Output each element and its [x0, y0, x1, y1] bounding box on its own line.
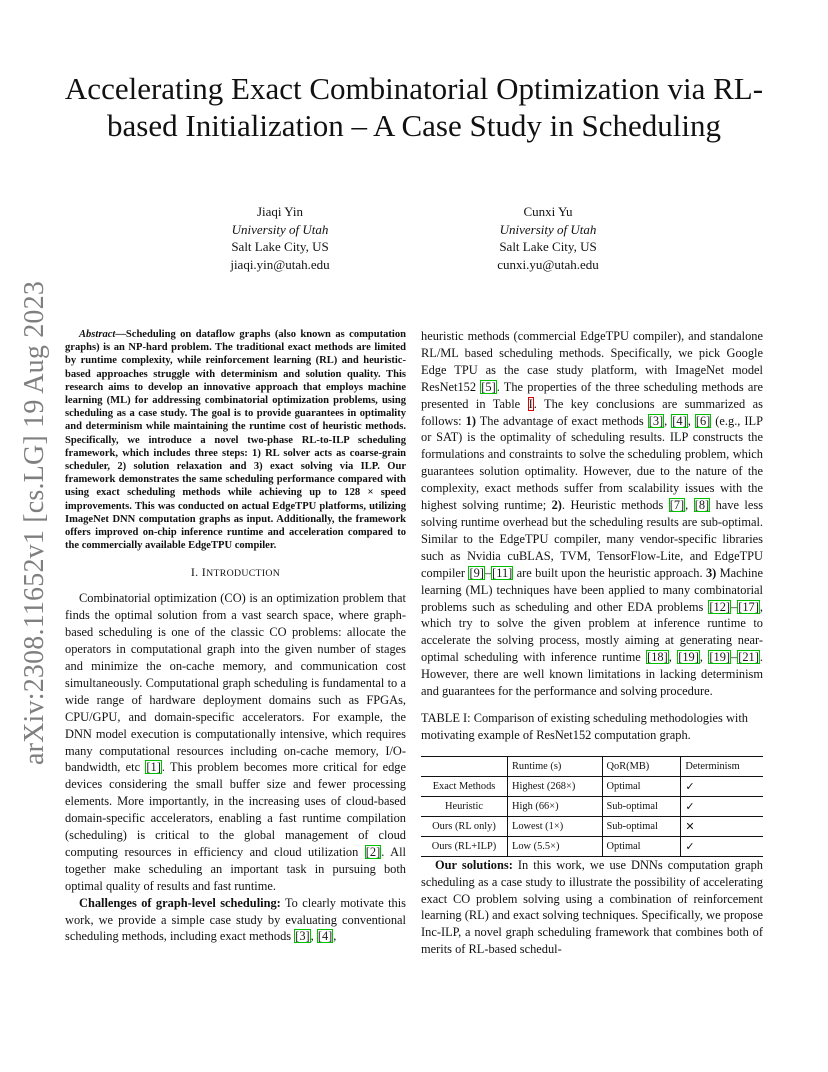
check-icon: ✓ — [681, 796, 763, 816]
citation-link[interactable]: [17] — [738, 599, 759, 614]
table-header-row — [421, 756, 763, 776]
table-row — [421, 836, 763, 856]
author-email[interactable]: jiaqi.yin@utah.edu — [230, 256, 330, 272]
table-cell: Sub-optimal — [602, 816, 681, 836]
citation-link[interactable]: [12] — [709, 599, 731, 614]
citation-link[interactable]: [3] — [295, 929, 310, 944]
text-span: . The key conclusions are summarized as follows: — [421, 396, 763, 428]
citation-link[interactable]: [9] — [469, 565, 484, 580]
text-span: have less solving runtime overhead but the scheduling results are sub-optimal. Similar to the EdgeTPU compiler, many vendor-specific libraries such as Nvidia cuBLAS, TVM, TensorFlow-Lite, and EdgeTPU compiler — [421, 498, 764, 580]
table-row — [421, 776, 763, 796]
right-paragraph-1 — [421, 328, 763, 700]
list-number: 2) — [551, 498, 562, 513]
text-span: – — [731, 599, 738, 614]
text-span: – — [731, 650, 738, 665]
text-span: . However, there are well known limitations in lacking determinism and guarantees for the performance and solving procedure. — [421, 650, 763, 699]
citation-link[interactable]: [5] — [481, 379, 496, 394]
text-span: , — [664, 413, 672, 428]
author-location: Salt Lake City, US — [499, 239, 597, 254]
text-span: – — [484, 565, 492, 580]
citation-link[interactable]: [6] — [695, 413, 711, 428]
table-caption: TABLE I: Comparison of existing scheduling methodologies with motivating example of ResNet152 computation graph. — [421, 710, 748, 742]
paragraph-heading: Our solutions: — [435, 857, 513, 872]
text-span: , — [685, 498, 694, 513]
comparison-table — [421, 756, 763, 857]
paragraph-heading: Challenges of graph-level scheduling: — [79, 895, 281, 910]
abstract-label: Abstract — [79, 329, 116, 340]
table-cell: Highest (268×) — [508, 776, 603, 796]
text-span: (e.g., ILP or SAT) is the optimality of scheduling results. ILP constructs the formulations and constraints to solve the scheduling problem, which guarantees solution optimality. However, due to the nature of the complexity, exact methods suffer from scalability issues with the highest solving runtime; — [421, 413, 763, 513]
citation-link[interactable]: [8] — [694, 498, 710, 513]
left-column — [65, 328, 406, 945]
list-number: 3) — [705, 565, 717, 580]
citation-link[interactable]: [3] — [648, 413, 664, 428]
author-block-1 — [196, 203, 364, 273]
arxiv-identifier[interactable]: arXiv:2308.11652v1 [cs.LG] 19 Aug 2023 — [19, 280, 50, 766]
check-icon: ✓ — [681, 836, 763, 856]
table-cell: Exact Methods — [421, 776, 508, 796]
section-number: I. — [190, 565, 199, 580]
table-header-cell — [421, 756, 508, 776]
table-header-cell: Runtime (s) — [508, 756, 603, 776]
table-cell: Low (5.5×) — [508, 836, 603, 856]
text-span: , which try to solve the given problem at inference runtime to accelerate the solving process, mostly aiming at generating near-optimal scheduling with inference runtime — [421, 599, 763, 665]
paper-title: Accelerating Exact Combinatorial Optimization via RL-based Initialization – A Case Study in Scheduling — [64, 71, 764, 143]
list-number: 1) — [465, 413, 476, 428]
table-cell: Sub-optimal — [602, 796, 681, 816]
table-cell: High (66×) — [508, 796, 603, 816]
arxiv-sidebar — [19, 280, 50, 766]
table-link[interactable]: I — [528, 396, 533, 411]
text-span: To clearly motivate this work, we provide a simple case study by evaluating conventional scheduling methods, including exact methods — [65, 895, 406, 944]
text-span: heuristic methods (commercial EdgeTPU compiler), and standalone RL/ML based scheduling methods. Specifically, we pick Google Edge TPU as the case study platform, with ImageNet model ResNet152 — [421, 329, 763, 394]
section-title-rest: NTRODUCTION — [206, 568, 281, 580]
author-location: Salt Lake City, US — [231, 239, 329, 254]
citation-link[interactable]: [2] — [365, 844, 381, 859]
abstract-text: —Scheduling on dataflow graphs (also known as computation graphs) is an NP-hard problem. The traditional exact methods are limited by runtime complexity, while reinforcement learning (RL) and heuristic-based approaches struggle with determinism and solution quality. This research aims to develop an innovative approach that employs machine learning (ML) for addressing combinatorial optimization problems, using scheduling as a case study. The goal is to provide guarantees in optimality and determinism while maintaining the runtime cost of heuristic methods. Specifically, we introduce a novel two-phase RL-to-ILP scheduling framework, which includes three steps: 1) RL solver acts as coarse-grain scheduler, 2) solution relaxation and 3) exact solving via ILP. Our framework demonstrates the same scheduling performance compared with using exact scheduling methods while achieving up to 128 × speed improvements. This was conducted on actual EdgeTPU platforms, utilizing ImageNet DNN computation graphs as input. Additionally, the framework offers improved on-chip inference runtime and acceleration compared to the commercially available EdgeTPU compiler. — [65, 329, 406, 552]
citation-link[interactable]: [21] — [738, 650, 759, 665]
table-row — [421, 796, 763, 816]
abstract — [65, 328, 406, 552]
check-icon: ✓ — [681, 776, 763, 796]
text-span: Machine learning (ML) techniques have been applied to many combinatorial problems such as scheduling and other EDA problems — [421, 565, 764, 614]
author-name: Jiaqi Yin — [256, 204, 304, 219]
text-span: , — [310, 929, 317, 944]
text-span: . Heuristic methods — [561, 498, 669, 513]
citation-link[interactable]: [4] — [317, 929, 333, 944]
citation-link[interactable]: [19] — [678, 650, 699, 665]
text-span: In this work, we use DNNs computation graph scheduling as a case study to illustrate the possibility of accelerating exact CO problem solving using a combination of reinforcement learning (RL) and exact solving techniques. Specifically, we propose Inc-ILP, a novel graph scheduling framework that combines both of merits of RL-based schedul- — [421, 857, 764, 957]
text-span: The advantage of exact methods — [475, 413, 648, 428]
text-span: , — [699, 650, 709, 665]
table-header-cell: Determinism — [681, 756, 763, 776]
table-header-cell: QoR(MB) — [602, 756, 681, 776]
intro-paragraph-1 — [65, 590, 406, 894]
text-span: Combinatorial optimization (CO) is an optimization problem that finds the optimal solution from a vast search space, where graph-based scheduling is one of the classic CO problems: allocate the operators in computational graph into the given number of stages and minimize the on-cache memory, and communication cost simultaneously. Computational graph scheduling is fundamental to a wide range of hardware deployment domains such as FPGAs, CPU/GPU, and domain-specific accelerators. For example, the DNN model execution is computationally intensive, which requires many computational resources including on-cache memory, I/O-bandwidth, etc — [65, 591, 406, 775]
citation-link[interactable]: [4] — [672, 413, 687, 428]
text-span: . This problem becomes more critical for edge devices considering the small buffer size and fewer processing elements. More importantly, in the increasing uses of cloud-based domain-specific accelerators, enabling a fast runtime compilation (scheduling) is critical to the global management of cloud computing resources in efficiency and cloud utilization — [65, 760, 407, 859]
section-title-initial: I — [201, 565, 207, 580]
table-cell: Ours (RL+ILP) — [421, 836, 508, 856]
author-email[interactable]: cunxi.yu@utah.edu — [497, 256, 599, 272]
text-span: , — [687, 413, 695, 428]
right-paragraph-2 — [421, 857, 763, 958]
citation-link[interactable]: [7] — [669, 498, 685, 513]
table-cell: Heuristic — [421, 796, 508, 816]
right-column — [421, 328, 763, 958]
table-cell: Optimal — [602, 836, 681, 856]
citation-link[interactable]: [1] — [146, 760, 161, 775]
text-span: , — [668, 650, 678, 665]
citation-link[interactable]: [18] — [647, 650, 668, 665]
table-cell: Lowest (1×) — [508, 816, 603, 836]
table-cell: Ours (RL only) — [421, 816, 508, 836]
table-cell: Optimal — [602, 776, 681, 796]
section-heading-introduction — [65, 564, 406, 583]
text-span: are built upon the heuristic approach. — [513, 565, 706, 580]
author-affiliation: University of Utah — [231, 221, 329, 237]
intro-paragraph-2 — [65, 895, 406, 946]
table-row — [421, 816, 763, 836]
author-block-2 — [464, 203, 632, 273]
author-name: Cunxi Yu — [523, 204, 573, 219]
text-span: . All together make scheduling an important task in pursuing both optimal quality of results and fast runtime. — [65, 844, 406, 893]
citation-link[interactable]: [19] — [709, 650, 731, 665]
text-span: . The properties of the three scheduling methods are presented in Table — [421, 379, 763, 411]
cross-icon: ✕ — [681, 816, 763, 836]
text-span: , — [333, 929, 337, 944]
citation-link[interactable]: [11] — [492, 565, 513, 580]
author-affiliation: University of Utah — [499, 221, 597, 237]
